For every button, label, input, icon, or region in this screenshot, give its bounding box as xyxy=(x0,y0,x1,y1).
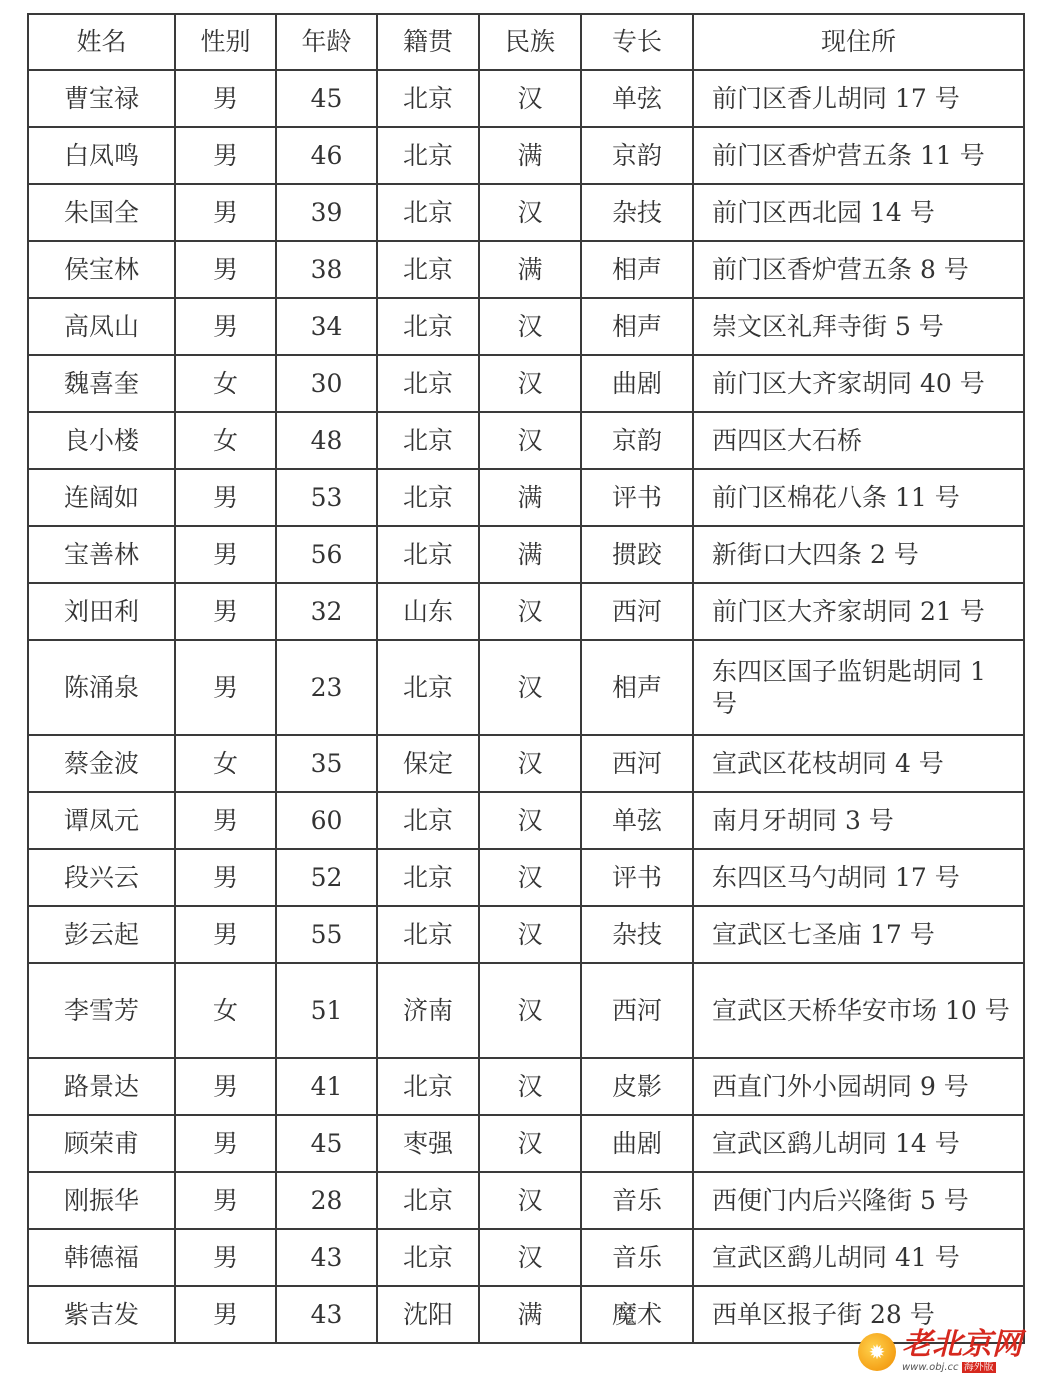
cell-gender: 男 xyxy=(175,298,276,355)
cell-address: 西直门外小园胡同 9 号 xyxy=(693,1058,1024,1115)
cell-native-place: 济南 xyxy=(377,963,479,1058)
watermark-text xyxy=(902,1327,1022,1373)
watermark-site: www.obj.cc xyxy=(902,1362,959,1373)
header-age: 年龄 xyxy=(276,14,377,70)
cell-native-place: 北京 xyxy=(377,298,479,355)
cell-name: 白凤鸣 xyxy=(28,127,175,184)
cell-ethnicity: 汉 xyxy=(479,735,581,792)
cell-address: 宣武区花枝胡同 4 号 xyxy=(693,735,1024,792)
cell-ethnicity: 汉 xyxy=(479,298,581,355)
cell-ethnicity: 汉 xyxy=(479,184,581,241)
cell-name: 良小楼 xyxy=(28,412,175,469)
cell-gender: 男 xyxy=(175,583,276,640)
cell-name: 宝善林 xyxy=(28,526,175,583)
cell-age: 39 xyxy=(276,184,377,241)
lantern-logo-icon: ✹ xyxy=(858,1333,896,1371)
cell-age: 56 xyxy=(276,526,377,583)
cell-native-place: 北京 xyxy=(377,70,479,127)
cell-specialty: 曲剧 xyxy=(581,355,693,412)
cell-ethnicity: 满 xyxy=(479,526,581,583)
cell-ethnicity: 汉 xyxy=(479,963,581,1058)
cell-gender: 男 xyxy=(175,1286,276,1343)
cell-address: 宣武区七圣庙 17 号 xyxy=(693,906,1024,963)
watermark-url xyxy=(902,1363,1022,1373)
cell-native-place: 北京 xyxy=(377,469,479,526)
cell-gender: 男 xyxy=(175,127,276,184)
cell-ethnicity: 满 xyxy=(479,241,581,298)
cell-age: 23 xyxy=(276,640,377,735)
cell-ethnicity: 汉 xyxy=(479,1172,581,1229)
table-row xyxy=(28,1115,1024,1172)
table-row xyxy=(28,355,1024,412)
cell-gender: 男 xyxy=(175,70,276,127)
cell-specialty: 单弦 xyxy=(581,792,693,849)
cell-gender: 男 xyxy=(175,1058,276,1115)
cell-name: 路景达 xyxy=(28,1058,175,1115)
table-header xyxy=(28,14,1024,70)
cell-age: 52 xyxy=(276,849,377,906)
cell-address: 崇文区礼拜寺街 5 号 xyxy=(693,298,1024,355)
cell-address: 宣武区天桥华安市场 10 号 xyxy=(693,963,1024,1058)
cell-age: 48 xyxy=(276,412,377,469)
table-row xyxy=(28,906,1024,963)
cell-name: 韩德福 xyxy=(28,1229,175,1286)
cell-age: 34 xyxy=(276,298,377,355)
table-row xyxy=(28,849,1024,906)
cell-gender: 女 xyxy=(175,963,276,1058)
cell-specialty: 西河 xyxy=(581,735,693,792)
cell-age: 38 xyxy=(276,241,377,298)
cell-ethnicity: 汉 xyxy=(479,792,581,849)
cell-address: 前门区香儿胡同 17 号 xyxy=(693,70,1024,127)
table-row xyxy=(28,526,1024,583)
cell-native-place: 北京 xyxy=(377,906,479,963)
cell-ethnicity: 汉 xyxy=(479,355,581,412)
cell-native-place: 北京 xyxy=(377,184,479,241)
cell-specialty: 评书 xyxy=(581,849,693,906)
cell-gender: 男 xyxy=(175,792,276,849)
cell-specialty: 西河 xyxy=(581,963,693,1058)
cell-gender: 男 xyxy=(175,849,276,906)
cell-specialty: 京韵 xyxy=(581,412,693,469)
cell-age: 45 xyxy=(276,1115,377,1172)
cell-age: 32 xyxy=(276,583,377,640)
cell-specialty: 音乐 xyxy=(581,1172,693,1229)
cell-gender: 男 xyxy=(175,469,276,526)
cell-specialty: 评书 xyxy=(581,469,693,526)
table-row xyxy=(28,70,1024,127)
table-row xyxy=(28,1229,1024,1286)
cell-address: 前门区大齐家胡同 40 号 xyxy=(693,355,1024,412)
header-gender: 性别 xyxy=(175,14,276,70)
cell-address: 宣武区鹞儿胡同 41 号 xyxy=(693,1229,1024,1286)
cell-age: 45 xyxy=(276,70,377,127)
cell-native-place: 沈阳 xyxy=(377,1286,479,1343)
table-row xyxy=(28,963,1024,1058)
cell-gender: 男 xyxy=(175,640,276,735)
header-ethnicity: 民族 xyxy=(479,14,581,70)
cell-native-place: 北京 xyxy=(377,412,479,469)
cell-address: 前门区香炉营五条 8 号 xyxy=(693,241,1024,298)
cell-native-place: 山东 xyxy=(377,583,479,640)
header-specialty: 专长 xyxy=(581,14,693,70)
cell-ethnicity: 汉 xyxy=(479,583,581,640)
cell-name: 陈涌泉 xyxy=(28,640,175,735)
watermark-badge: 海外版 xyxy=(963,1362,994,1373)
cell-name: 段兴云 xyxy=(28,849,175,906)
cell-age: 60 xyxy=(276,792,377,849)
cell-ethnicity: 汉 xyxy=(479,1115,581,1172)
cell-address: 前门区棉花八条 11 号 xyxy=(693,469,1024,526)
cell-age: 53 xyxy=(276,469,377,526)
cell-gender: 男 xyxy=(175,1172,276,1229)
cell-name: 高凤山 xyxy=(28,298,175,355)
header-native-place: 籍贯 xyxy=(377,14,479,70)
cell-native-place: 北京 xyxy=(377,526,479,583)
cell-gender: 男 xyxy=(175,906,276,963)
cell-name: 刚振华 xyxy=(28,1172,175,1229)
cell-specialty: 魔术 xyxy=(581,1286,693,1343)
table-row xyxy=(28,583,1024,640)
cell-gender: 女 xyxy=(175,412,276,469)
cell-address: 南月牙胡同 3 号 xyxy=(693,792,1024,849)
cell-age: 46 xyxy=(276,127,377,184)
cell-age: 51 xyxy=(276,963,377,1058)
cell-name: 蔡金波 xyxy=(28,735,175,792)
cell-specialty: 杂技 xyxy=(581,906,693,963)
cell-specialty: 杂技 xyxy=(581,184,693,241)
cell-specialty: 单弦 xyxy=(581,70,693,127)
table-row xyxy=(28,735,1024,792)
cell-gender: 男 xyxy=(175,526,276,583)
cell-name: 刘田利 xyxy=(28,583,175,640)
cell-age: 35 xyxy=(276,735,377,792)
cell-age: 41 xyxy=(276,1058,377,1115)
cell-name: 魏喜奎 xyxy=(28,355,175,412)
cell-specialty: 相声 xyxy=(581,640,693,735)
cell-specialty: 曲剧 xyxy=(581,1115,693,1172)
cell-specialty: 西河 xyxy=(581,583,693,640)
cell-native-place: 北京 xyxy=(377,849,479,906)
cell-address: 新街口大四条 2 号 xyxy=(693,526,1024,583)
cell-address: 西单区报子街 28 号 xyxy=(693,1286,1024,1343)
cell-name: 李雪芳 xyxy=(28,963,175,1058)
table-row xyxy=(28,640,1024,735)
cell-address: 前门区香炉营五条 11 号 xyxy=(693,127,1024,184)
cell-gender: 男 xyxy=(175,1229,276,1286)
cell-native-place: 北京 xyxy=(377,241,479,298)
cell-native-place: 枣强 xyxy=(377,1115,479,1172)
watermark xyxy=(858,1327,1022,1373)
cell-name: 曹宝禄 xyxy=(28,70,175,127)
cell-native-place: 北京 xyxy=(377,355,479,412)
table-body xyxy=(28,70,1024,1343)
cell-gender: 男 xyxy=(175,1115,276,1172)
cell-ethnicity: 汉 xyxy=(479,412,581,469)
table-row xyxy=(28,241,1024,298)
cell-address: 前门区西北园 14 号 xyxy=(693,184,1024,241)
cell-age: 55 xyxy=(276,906,377,963)
cell-name: 紫吉发 xyxy=(28,1286,175,1343)
cell-ethnicity: 汉 xyxy=(479,70,581,127)
table-row xyxy=(28,792,1024,849)
table-row xyxy=(28,184,1024,241)
cell-specialty: 皮影 xyxy=(581,1058,693,1115)
cell-name: 连阔如 xyxy=(28,469,175,526)
cell-specialty: 音乐 xyxy=(581,1229,693,1286)
cell-ethnicity: 汉 xyxy=(479,849,581,906)
cell-address: 西四区大石桥 xyxy=(693,412,1024,469)
cell-gender: 男 xyxy=(175,241,276,298)
header-row xyxy=(28,14,1024,70)
table-row xyxy=(28,127,1024,184)
cell-specialty: 京韵 xyxy=(581,127,693,184)
cell-age: 28 xyxy=(276,1172,377,1229)
cell-name: 侯宝林 xyxy=(28,241,175,298)
cell-native-place: 北京 xyxy=(377,127,479,184)
cell-ethnicity: 满 xyxy=(479,127,581,184)
cell-address: 宣武区鹞儿胡同 14 号 xyxy=(693,1115,1024,1172)
cell-ethnicity: 满 xyxy=(479,1286,581,1343)
cell-ethnicity: 汉 xyxy=(479,640,581,735)
cell-native-place: 北京 xyxy=(377,792,479,849)
cell-native-place: 北京 xyxy=(377,640,479,735)
header-address: 现住所 xyxy=(693,14,1024,70)
cell-specialty: 相声 xyxy=(581,298,693,355)
cell-address: 东四区国子监钥匙胡同 1 号 xyxy=(693,640,1024,735)
watermark-brand: 老北京网 xyxy=(902,1327,1022,1362)
cell-gender: 女 xyxy=(175,735,276,792)
table-row xyxy=(28,1058,1024,1115)
header-name: 姓名 xyxy=(28,14,175,70)
cell-age: 30 xyxy=(276,355,377,412)
cell-native-place: 北京 xyxy=(377,1058,479,1115)
cell-gender: 女 xyxy=(175,355,276,412)
cell-specialty: 相声 xyxy=(581,241,693,298)
cell-gender: 男 xyxy=(175,184,276,241)
table-row xyxy=(28,1172,1024,1229)
table-row xyxy=(28,298,1024,355)
cell-ethnicity: 汉 xyxy=(479,1229,581,1286)
cell-age: 43 xyxy=(276,1286,377,1343)
cell-address: 东四区马勺胡同 17 号 xyxy=(693,849,1024,906)
cell-age: 43 xyxy=(276,1229,377,1286)
table-row xyxy=(28,412,1024,469)
cell-ethnicity: 汉 xyxy=(479,906,581,963)
cell-name: 顾荣甫 xyxy=(28,1115,175,1172)
cell-native-place: 保定 xyxy=(377,735,479,792)
cell-ethnicity: 满 xyxy=(479,469,581,526)
cell-specialty: 掼跤 xyxy=(581,526,693,583)
cell-name: 谭凤元 xyxy=(28,792,175,849)
cell-ethnicity: 汉 xyxy=(479,1058,581,1115)
cell-name: 朱国全 xyxy=(28,184,175,241)
table-row xyxy=(28,469,1024,526)
cell-name: 彭云起 xyxy=(28,906,175,963)
cell-native-place: 北京 xyxy=(377,1229,479,1286)
cell-address: 前门区大齐家胡同 21 号 xyxy=(693,583,1024,640)
cell-address: 西便门内后兴隆街 5 号 xyxy=(693,1172,1024,1229)
roster-table xyxy=(27,13,1025,1344)
cell-native-place: 北京 xyxy=(377,1172,479,1229)
